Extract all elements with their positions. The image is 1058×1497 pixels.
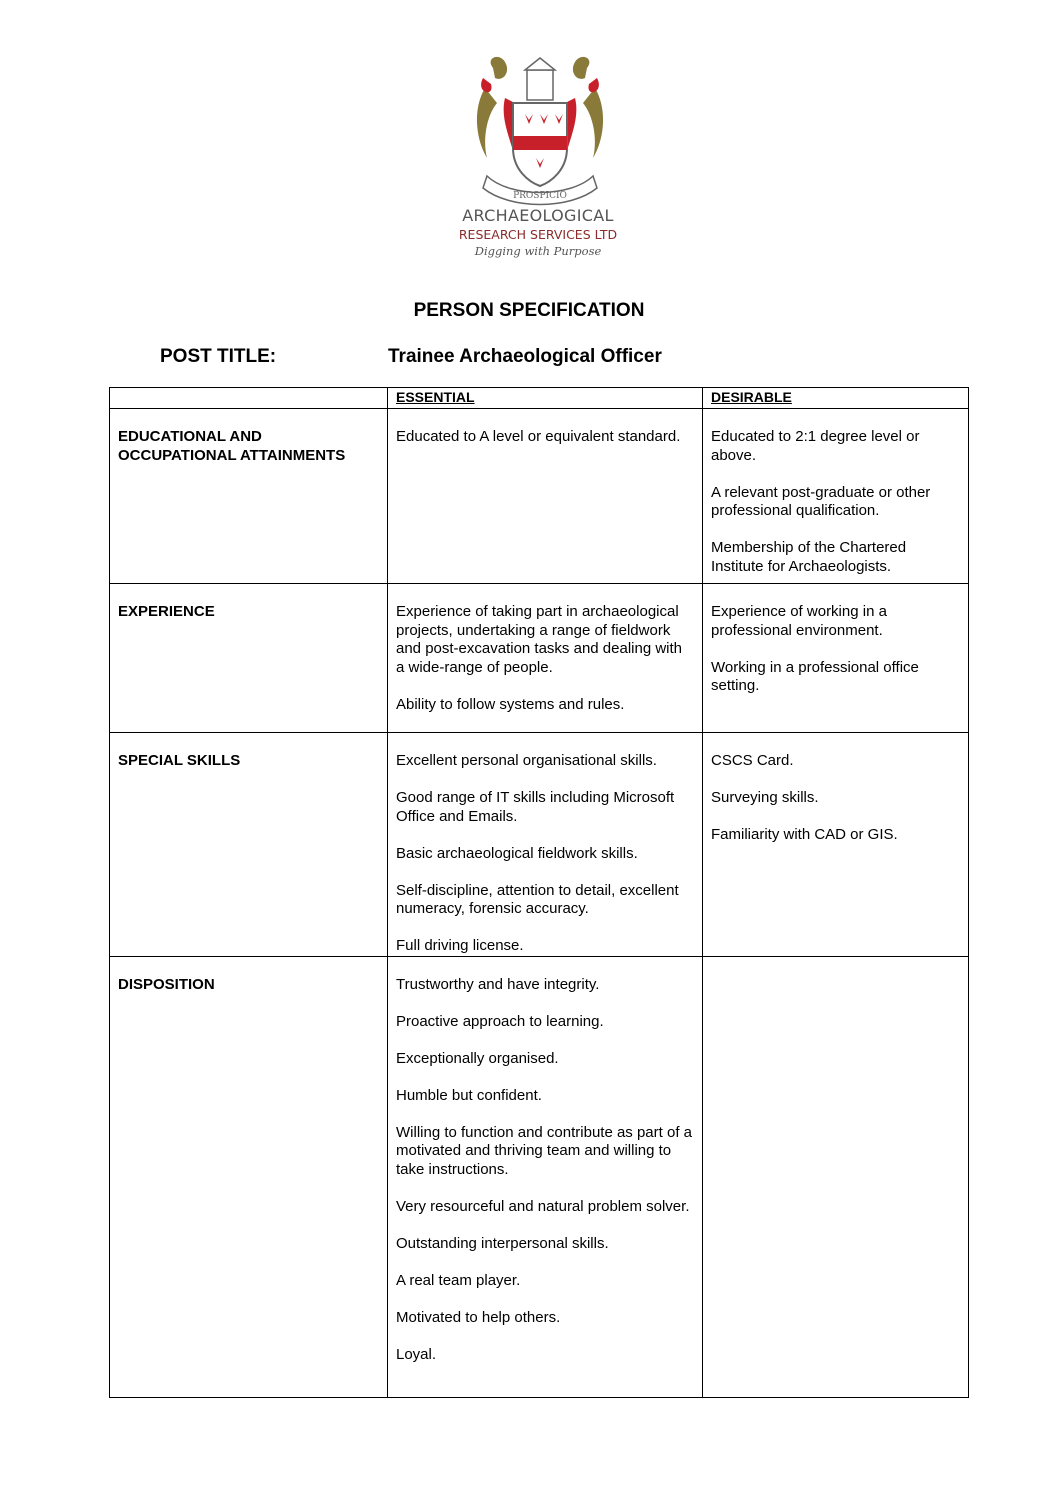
table-row <box>110 956 969 1397</box>
list-item: Outstanding interpersonal skills. <box>396 1234 609 1252</box>
list-item: Very resourceful and natural problem solver. <box>396 1197 690 1215</box>
company-name-line2: RESEARCH SERVICES LTD <box>458 227 618 242</box>
row-label-line: EDUCATIONAL AND <box>118 428 262 445</box>
specification-table <box>109 387 969 1398</box>
essential-disposition <box>388 956 703 1397</box>
document-title: PERSON SPECIFICATION <box>413 300 645 321</box>
list-item: A relevant post-graduate or other professional qualification. <box>711 483 931 519</box>
header-blank <box>110 388 388 409</box>
table-row <box>110 733 969 957</box>
row-label-line: SPECIAL SKILLS <box>118 752 241 769</box>
list-item: Experience of taking part in archaeological projects, undertaking a range of fieldwork and post-excavation tasks and dealing with a wide-range of people. <box>396 603 683 676</box>
row-label-line: DISPOSITION <box>118 975 215 993</box>
company-tagline: Digging with Purpose <box>474 244 602 258</box>
row-label-line: EXPERIENCE <box>118 603 215 620</box>
desirable-special-skills <box>703 733 969 957</box>
table-row <box>110 409 969 584</box>
list-item: Humble but confident. <box>396 1086 542 1104</box>
post-title-label: POST TITLE: <box>160 346 277 367</box>
list-item: Willing to function and contribute as part of a motivated and thriving team and willing to take instructions. <box>396 1123 693 1178</box>
desirable-disposition <box>703 956 969 1397</box>
essential-special-skills <box>388 733 703 957</box>
list-item: Basic archaeological fieldwork skills. <box>396 844 638 862</box>
list-item: Familiarity with CAD or GIS. <box>711 826 898 843</box>
list-item: Ability to follow systems and rules. <box>396 695 625 713</box>
list-item: Good range of IT skills including Microsoft Office and Emails. <box>396 789 675 825</box>
list-item: Surveying skills. <box>711 789 819 806</box>
company-name-line1: ARCHAEOLOGICAL <box>462 206 614 225</box>
list-item: Trustworthy and have integrity. <box>396 975 600 993</box>
essential-experience <box>388 584 703 733</box>
row-label-special-skills <box>110 733 388 957</box>
list-item: Motivated to help others. <box>396 1308 561 1326</box>
row-label-disposition <box>110 956 388 1397</box>
table-header-row <box>110 388 969 409</box>
desirable-educational <box>703 409 969 584</box>
row-label-line: OCCUPATIONAL ATTAINMENTS <box>118 446 346 464</box>
list-item: Membership of the Chartered Institute for Archaeologists. <box>711 539 907 575</box>
list-item: Full driving license. <box>396 937 524 954</box>
list-item: Educated to A level or equivalent standard. <box>396 428 681 445</box>
desirable-experience <box>703 584 969 733</box>
post-title-value: Trainee Archaeological Officer <box>388 346 662 367</box>
list-item: Self-discipline, attention to detail, excellent numeracy, forensic accuracy. <box>396 881 679 917</box>
list-item: Proactive approach to learning. <box>396 1012 604 1030</box>
list-item: A real team player. <box>396 1271 521 1289</box>
list-item: CSCS Card. <box>711 752 794 769</box>
essential-educational <box>388 409 703 584</box>
list-item: Experience of working in a professional environment. <box>711 603 887 639</box>
header-essential: ESSENTIAL <box>388 388 703 409</box>
row-label-educational <box>110 409 388 584</box>
list-item: Working in a professional office setting. <box>711 658 919 694</box>
list-item: Educated to 2:1 degree level or above. <box>711 428 920 464</box>
list-item: Loyal. <box>396 1345 437 1363</box>
header-desirable: DESIRABLE <box>703 388 969 409</box>
table-row <box>110 584 969 733</box>
row-label-experience <box>110 584 388 733</box>
list-item: Exceptionally organised. <box>396 1049 559 1067</box>
list-item: Excellent personal organisational skills. <box>396 752 657 769</box>
motto-text: PROSPICIO <box>513 191 567 201</box>
